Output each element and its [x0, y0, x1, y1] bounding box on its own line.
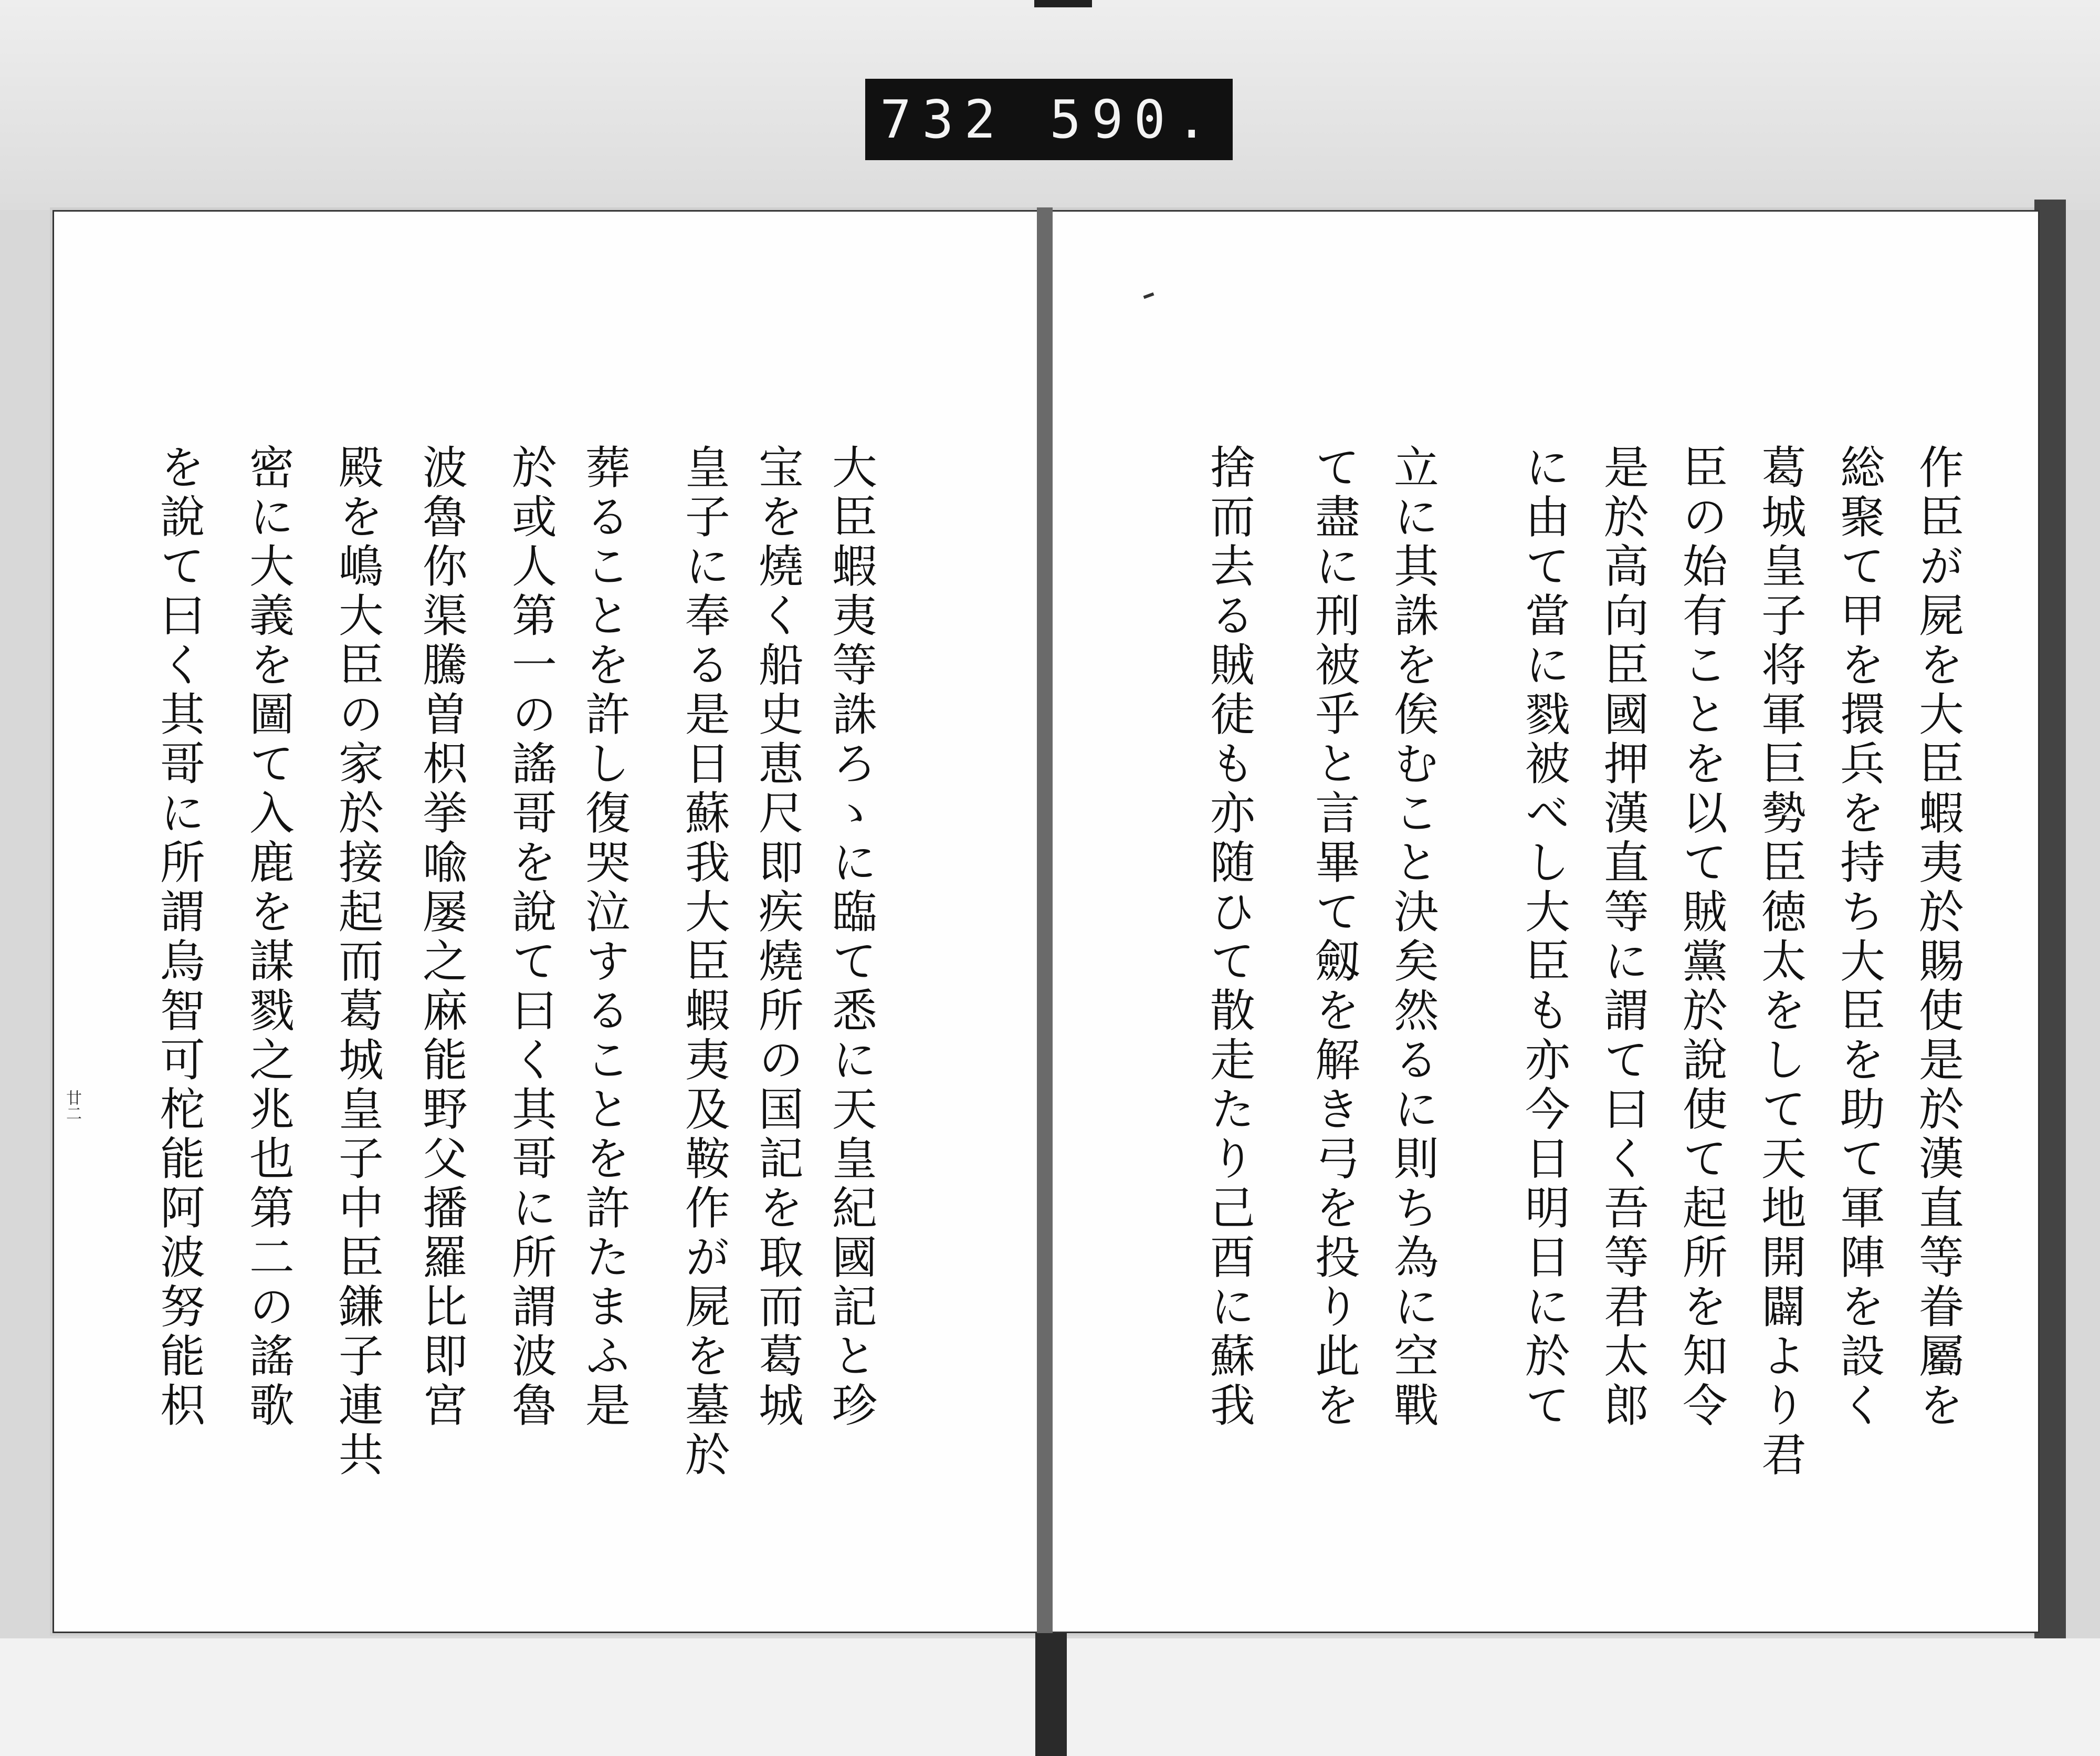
right-page-column-1: 作臣が屍を大臣蝦夷於賜使是於漢直等眷屬を	[1910, 444, 1964, 1431]
page-folio-number: 廿二	[63, 1090, 81, 1121]
right-page-column-9: 捨而去る賊徒も亦随ひて散走たり己酉に蘇我	[1202, 444, 1255, 1431]
gutter-shadow	[1035, 1633, 1067, 1756]
left-page-column-1: 大臣蝦夷等誅ろゝに臨て悉に天皇紀國記と珍	[824, 444, 877, 1431]
frame-number-right: 590.	[1049, 89, 1218, 150]
left-page-column-4: 葬ることを許し復哭泣することを許たまふ是	[577, 444, 630, 1431]
frame-number-left: 732	[880, 89, 1006, 150]
right-page-column-3: 葛城皇子将軍巨勢臣徳太をして天地開闢より君	[1753, 444, 1806, 1480]
right-page-column-8: て盡に刑被乎と言畢て劔を解き弓を投り此を	[1307, 444, 1360, 1431]
left-page-column-8: 密に大義を圖て入鹿を謀戮之兆也第二の謠歌	[241, 444, 294, 1431]
left-page-column-9: を說て曰く其哥に所謂烏智可柁能阿波努能枳	[152, 444, 205, 1431]
right-page-column-4: 臣の始有ことを以て賊黨於說使て起所を知令	[1674, 444, 1727, 1431]
left-page-column-7: 殿を嶋大臣の家於接起而葛城皇子中臣鎌子連共	[330, 444, 383, 1480]
right-page-column-2: 総聚て甲を擐兵を持ち大臣を助て軍陣を設く	[1832, 444, 1885, 1431]
left-page-column-6: 波魯你渠騰曽枳挙喩屡之麻能野父播羅比即宮	[414, 444, 467, 1431]
microfilm-frame-label	[865, 79, 1233, 160]
right-page-column-7: 立に其誅を俟むこと決矣然るに則ち為に空戰	[1385, 444, 1438, 1431]
book-gutter	[1037, 207, 1053, 1756]
left-page-column-2: 宝を燒く船史恵尺即疾燒所の国記を取而葛城	[750, 444, 803, 1431]
left-page-column-3: 皇子に奉る是日蘇我大臣蝦夷及鞍作が屍を墓於	[677, 444, 730, 1480]
film-tab	[1034, 0, 1092, 7]
right-page-column-5: 是於高向臣國押漢直等に謂て曰く吾等君太郎	[1595, 444, 1648, 1431]
right-page-column-6: に由て當に戮被べし大臣も亦今日明日に於て	[1517, 444, 1570, 1431]
left-page-column-5: 於或人第一の謠哥を說て曰く其哥に所謂波魯	[503, 444, 556, 1431]
